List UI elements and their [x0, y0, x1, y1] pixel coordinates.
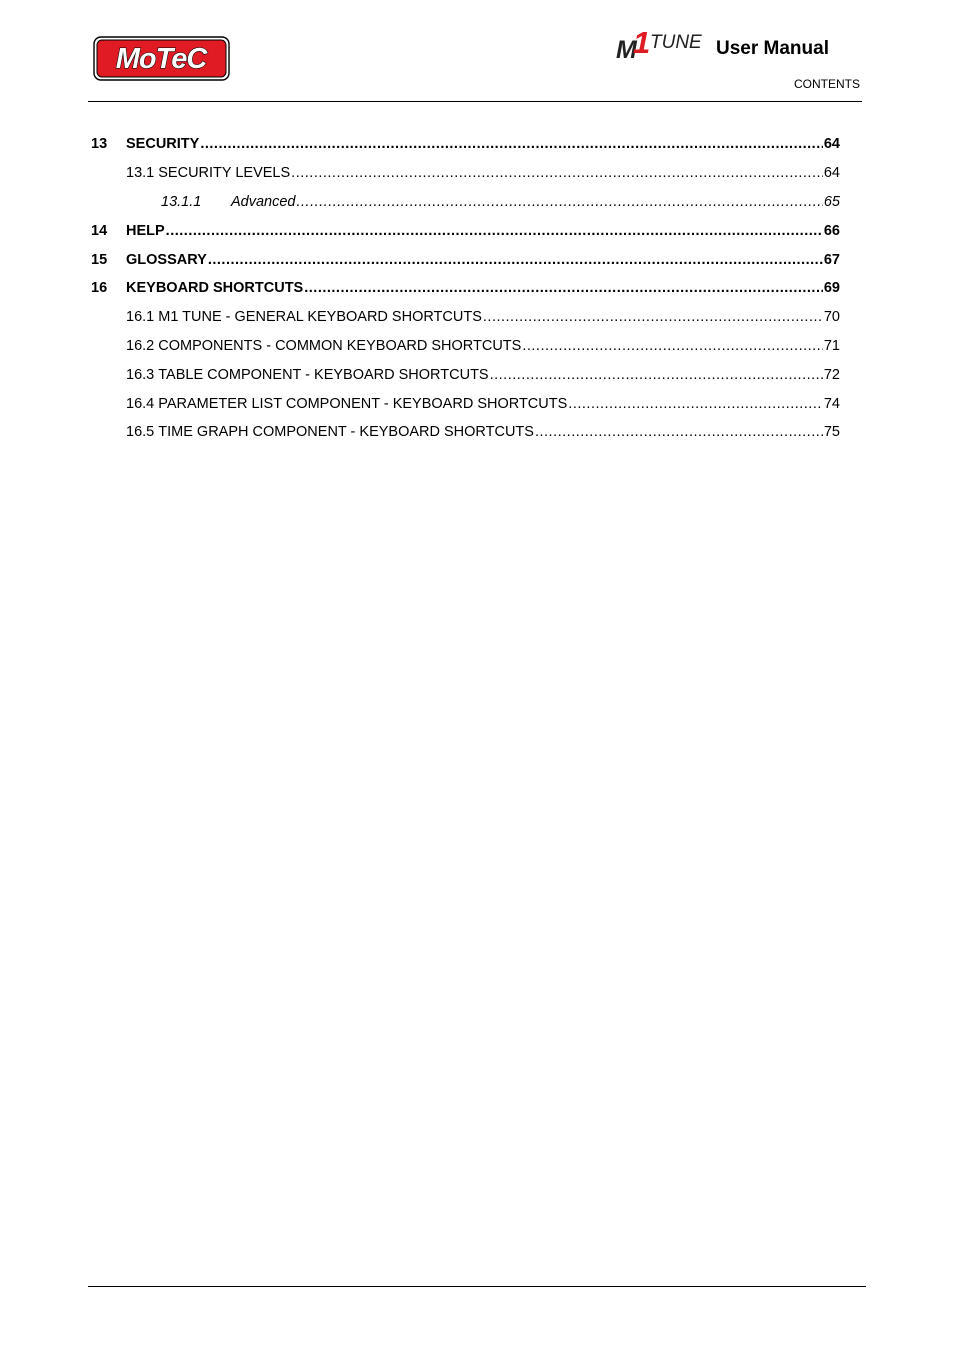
- m1-logo-prefix: M: [616, 36, 637, 61]
- toc-page: 69: [823, 280, 840, 296]
- toc-number: 16.5: [126, 424, 155, 440]
- toc-page: 72: [823, 367, 840, 383]
- toc-number: 14: [91, 223, 108, 239]
- m1-logo-suffix: TUNE: [650, 32, 702, 53]
- footer-divider: [88, 1286, 866, 1287]
- toc-entry[interactable]: [126, 396, 840, 416]
- header-divider: [88, 101, 862, 102]
- toc-title: HELP: [126, 223, 165, 239]
- toc-entry[interactable]: [161, 194, 840, 214]
- toc-title: TABLE COMPONENT - KEYBOARD SHORTCUTS: [158, 367, 489, 383]
- toc-entry[interactable]: [91, 223, 840, 243]
- toc-page: 75: [823, 424, 840, 440]
- toc-entry[interactable]: [126, 338, 840, 358]
- toc-page: 64: [823, 136, 840, 152]
- toc-leader: [483, 309, 823, 325]
- toc-number: 16.1: [126, 309, 155, 325]
- document-title: User Manual: [716, 38, 829, 59]
- toc-number: 16.3: [126, 367, 155, 383]
- toc-page: 70: [823, 309, 840, 325]
- toc-title: GLOSSARY: [126, 252, 207, 268]
- toc-leader: [568, 396, 823, 412]
- section-name: CONTENTS: [794, 77, 860, 91]
- toc-entry[interactable]: [126, 309, 840, 329]
- toc-leader: [304, 280, 823, 296]
- toc-leader: [200, 136, 823, 152]
- toc-number: 16.4: [126, 396, 155, 412]
- toc-title: KEYBOARD SHORTCUTS: [126, 280, 304, 296]
- toc-entry[interactable]: [126, 424, 840, 444]
- toc-entry[interactable]: [126, 165, 840, 185]
- toc-number: 15: [91, 252, 108, 268]
- toc-title: SECURITY: [126, 136, 200, 152]
- toc-entry[interactable]: [126, 367, 840, 387]
- toc-leader: [291, 165, 823, 181]
- toc-page: 64: [823, 165, 840, 181]
- toc-number: 16.2: [126, 338, 155, 354]
- toc-leader: [535, 424, 823, 440]
- toc-page: 71: [823, 338, 840, 354]
- toc-number: 16: [91, 280, 108, 296]
- toc-leader: [208, 252, 823, 268]
- toc-title: PARAMETER LIST COMPONENT - KEYBOARD SHORTCUTS: [158, 396, 568, 412]
- motec-logo: [93, 36, 230, 81]
- toc-entry[interactable]: [91, 280, 840, 300]
- m1-tune-logo: [615, 27, 711, 61]
- toc-title: Advanced: [231, 194, 296, 210]
- m1-logo-digit: 1: [633, 27, 651, 60]
- toc-page: 74: [823, 396, 840, 412]
- toc-leader: [297, 194, 823, 210]
- toc-number: 13: [91, 136, 108, 152]
- toc-page: 66: [823, 223, 840, 239]
- toc-title: M1 TUNE - GENERAL KEYBOARD SHORTCUTS: [158, 309, 482, 325]
- toc-number: 13.1: [126, 165, 155, 181]
- toc-entry[interactable]: [91, 136, 840, 156]
- toc-page: 65: [823, 194, 840, 210]
- toc-title: COMPONENTS - COMMON KEYBOARD SHORTCUTS: [158, 338, 522, 354]
- toc-title: TIME GRAPH COMPONENT - KEYBOARD SHORTCUTS: [158, 424, 534, 440]
- toc-leader: [522, 338, 823, 354]
- toc-leader: [490, 367, 823, 383]
- toc-leader: [166, 223, 823, 239]
- toc-title: SECURITY LEVELS: [158, 165, 291, 181]
- toc-entry[interactable]: [91, 252, 840, 272]
- motec-logo-text: MoTeC: [115, 43, 207, 75]
- toc-number: 13.1.1: [161, 194, 202, 210]
- toc-page: 67: [823, 252, 840, 268]
